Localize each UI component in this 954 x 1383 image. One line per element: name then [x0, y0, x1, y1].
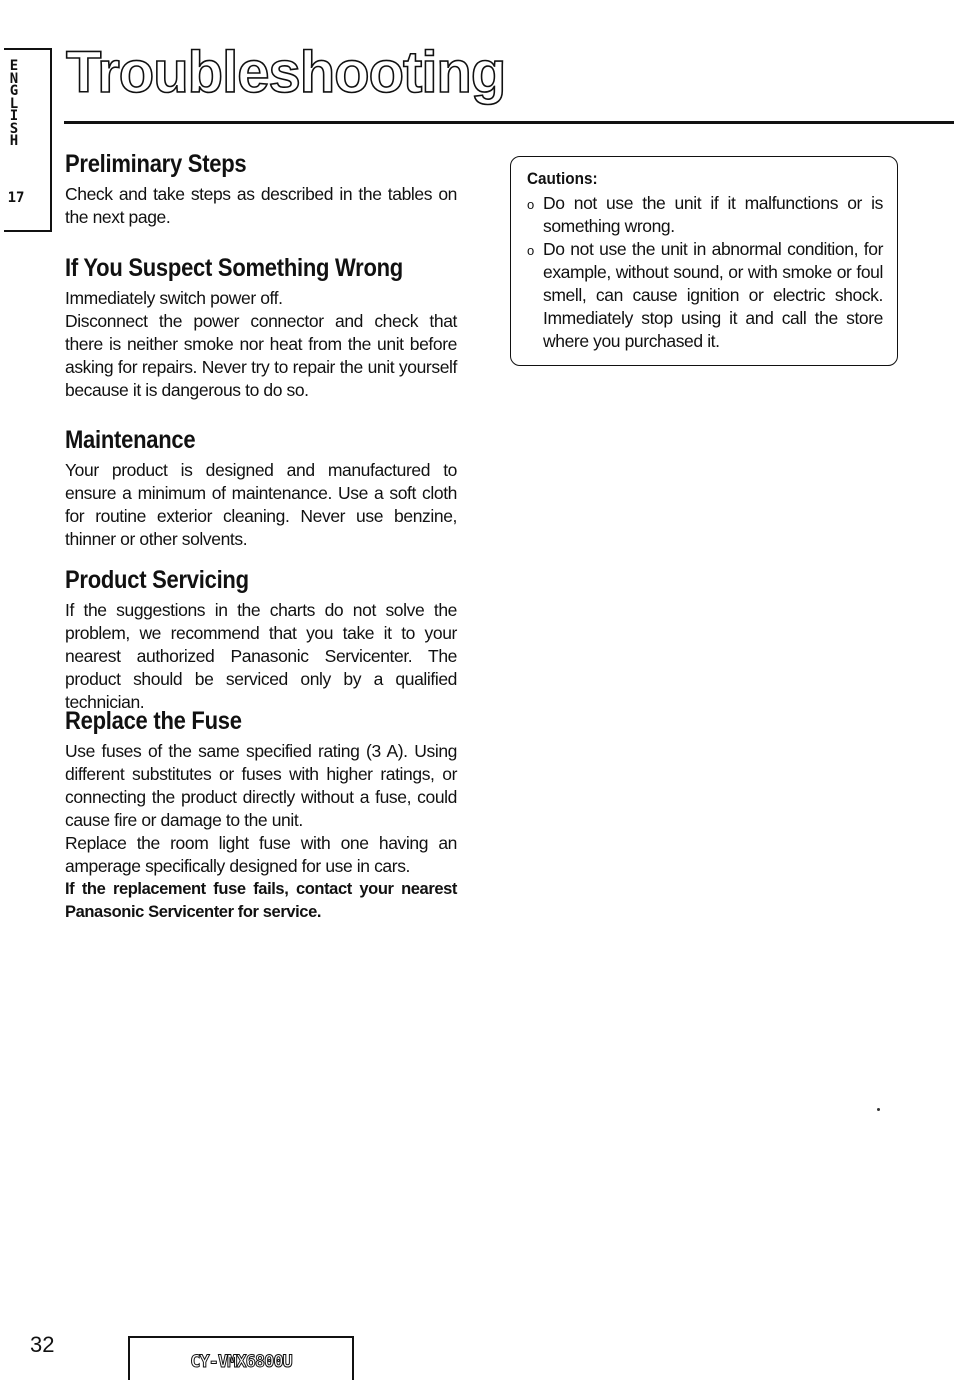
section-paragraph: If the suggestions in the charts do not solve the problem, we recommend that you take it to your nearest authorized Panasonic Servicenter. The product should be serviced only by a qualified technician.: [65, 600, 457, 712]
section-heading: If You Suspect Something Wrong: [65, 254, 403, 282]
tab-letter: S: [9, 120, 19, 137]
tab-letter: N: [9, 70, 19, 87]
model-box: [128, 1336, 354, 1380]
model-name: CY-VMX6800U: [190, 1352, 292, 1372]
section-replace-fuse: [65, 707, 457, 924]
page-number: 32: [30, 1332, 55, 1357]
section-preliminary-steps: [65, 150, 457, 229]
section-paragraph: Your product is designed and manufactured to ensure a minimum of maintenance. Use a soft cloth for routine exterior cleaning. Never use benzine, thinner or other solvents.: [65, 460, 457, 549]
cautions-box: [510, 156, 898, 366]
cautions-heading: Cautions:: [527, 169, 598, 188]
caution-text: Do not use the unit if it malfunctions or is something wrong.: [543, 193, 883, 236]
fuse-warning-note: If the replacement fuse fails, contact your nearest Panasonic Servicenter for service.: [65, 880, 457, 921]
tab-letter: G: [9, 83, 19, 99]
section-heading: Maintenance: [65, 426, 196, 454]
cautions-list: [527, 192, 883, 353]
caution-item: [527, 192, 883, 238]
chapter-number: 17: [7, 190, 25, 206]
tab-letter: E: [9, 58, 19, 74]
tab-letter: L: [9, 95, 19, 112]
section-paragraph: Disconnect the power connector and check that there is neither smoke nor heat from the unit before asking for repairs. Never try to repair the unit yourself because it is dangerous to do so.: [65, 311, 457, 400]
tab-letter: H: [9, 133, 19, 149]
section-heading: Preliminary Steps: [65, 150, 247, 178]
section-suspect-wrong: [65, 254, 457, 402]
section-paragraph: Replace the room light fuse with one having an amperage specifically designed for use in cars.: [65, 833, 457, 876]
bullet-icon: o: [527, 243, 534, 258]
caution-item: [527, 238, 883, 353]
title-divider: [64, 121, 954, 124]
section-paragraph: Check and take steps as described in the tables on the next page.: [65, 184, 457, 227]
caution-text: Do not use the unit in abnormal condition, for example, without sound, or with smoke or foul smell, can cause ignition or electric shock. Immediately stop using it and call the store where you purchased it.: [543, 239, 883, 351]
section-heading: Replace the Fuse: [65, 707, 242, 735]
section-heading: Product Servicing: [65, 566, 249, 594]
print-speck: [877, 1108, 880, 1111]
section-maintenance: [65, 426, 457, 551]
page-title: Troubleshooting: [66, 40, 506, 105]
section-paragraph: Use fuses of the same specified rating (3 A). Using different substitutes or fuses with higher ratings, or connecting the product directly without a fuse, could cause fire or damage to the unit.: [65, 741, 457, 830]
section-paragraph: Immediately switch power off.: [65, 288, 283, 308]
bullet-icon: o: [527, 197, 534, 212]
language-tab-letters: [6, 60, 22, 148]
section-product-servicing: [65, 566, 457, 714]
tab-letter: I: [9, 108, 19, 124]
